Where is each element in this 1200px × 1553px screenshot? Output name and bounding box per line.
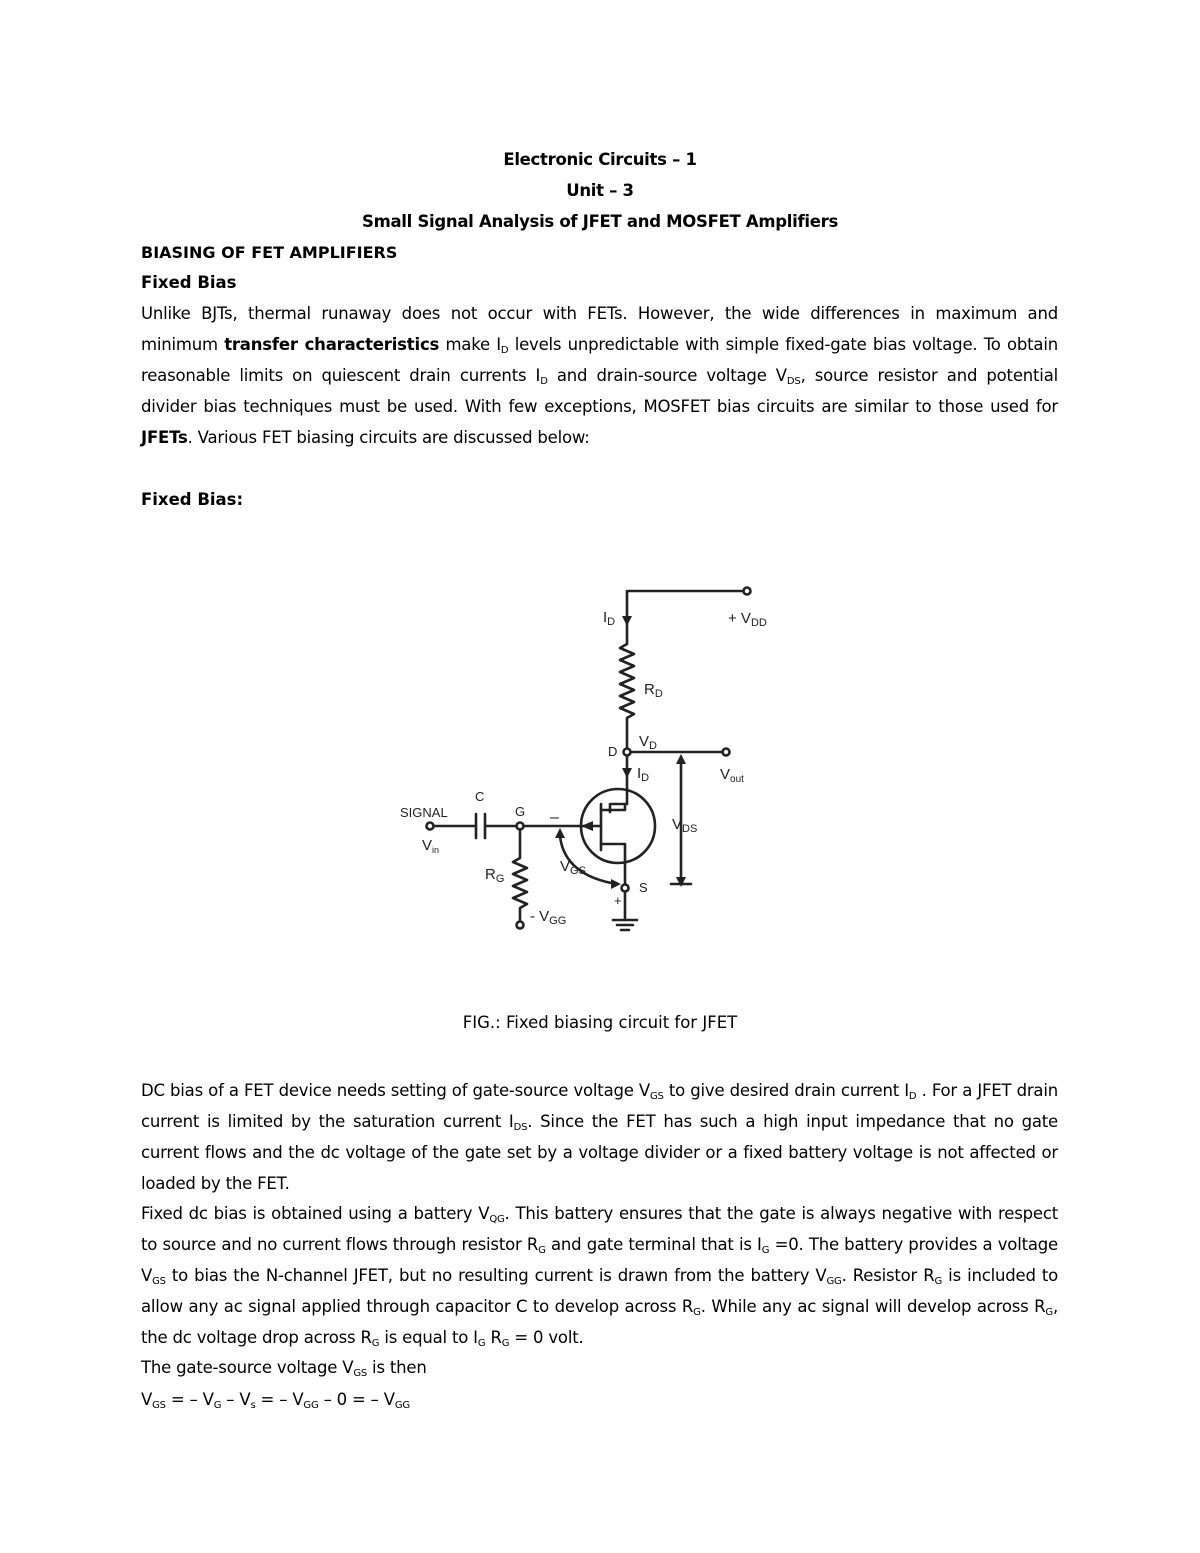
vd-label: $V_D$: [639, 733, 657, 752]
vgs-equation: $V_{GS}$ = – $V_G - V_s$ = – $V_{GG} - 0$ = – $V_{GG}$: [141, 1390, 410, 1411]
chapter-title: Small Signal Analysis of JFET and MOSFET Amplifiers: [361, 212, 839, 231]
vds-arrowhead-bottom: [676, 877, 686, 887]
vdd-label: + $V_{DD}$: [728, 610, 767, 629]
id-mid-arrowhead: [622, 768, 632, 778]
vds-label: $V_{DS}$: [672, 816, 698, 835]
id-top-arrowhead: [622, 616, 632, 626]
jfet-drain-stub: [601, 806, 625, 810]
vgg-terminal: [517, 922, 524, 929]
vgg-label: - $V_{GG}$: [530, 908, 567, 927]
rd-label: $R_D$: [644, 681, 663, 700]
fixed-bias-label: Fixed Bias:: [141, 490, 244, 509]
ground-icon: [613, 920, 637, 930]
rg-label: $R_G$: [485, 866, 505, 885]
gate-arrowhead: [581, 821, 593, 831]
gate-node: [517, 823, 524, 830]
d-label: D: [608, 744, 618, 759]
signal-label: SIGNAL: [400, 805, 448, 820]
drain-resistor-rd: [620, 622, 634, 747]
course-title: Electronic Circuits – 1: [503, 150, 697, 169]
g-label: G: [515, 804, 526, 819]
fixed-dc-bias-paragraph: Fixed dc bias is obtained using a battery $V_{QG}$. This battery ensures that the gate is always negative with respect to source and no current flows through resistor $R_G$ and gate terminal that is $I_G =0$. The battery provides a voltage $V_{GS}$ to bias the N-channel JFET, but no resulting current is drawn from the battery $V_{GG}$. Resistor $R_G$ is included to allow any ac signal applied through capacitor C to develop across $R_G$. While any ac signal will develop across $R_G$, the dc voltage drop across $R_G$ is equal to $I_G$ $R_G = 0$ volt.: [141, 1204, 1059, 1349]
gate-source-voltage-line: The gate-source voltage $V_{GS}$ is then: [141, 1358, 427, 1379]
vout-terminal: [723, 749, 730, 756]
vdd-terminal: [744, 588, 751, 595]
unit-title: Unit – 3: [566, 181, 634, 200]
vds-arrowhead-top: [676, 754, 686, 764]
vgs-arrowhead-up: [555, 828, 565, 838]
signal-terminal: [427, 823, 434, 830]
id-top-label: $I_D$: [603, 609, 616, 628]
s-label: S: [639, 880, 648, 895]
vin-label: $V_{in}$: [422, 837, 440, 855]
vgs-label: $V_{GS}$: [560, 858, 586, 877]
section-heading: BIASING OF FET AMPLIFIERS: [141, 243, 398, 262]
c-label: C: [475, 789, 485, 804]
subsection-heading: Fixed Bias: [141, 273, 237, 292]
figure-caption: FIG.: Fixed biasing circuit for JFET: [462, 1013, 738, 1032]
jfet-fixed-bias-circuit-figure: [385, 574, 815, 949]
vgs-arrowhead-right: [611, 879, 621, 889]
source-node: [622, 885, 629, 892]
intro-paragraph: Unlike BJTs, thermal runaway does not occur with FETs. However, the wide differences in maximum and minimum transfer characteristics make $I_D$ levels unpredictable with simple fixed-gate bias voltage. To obtain reasonable limits on quiescent drain currents $I_D$ and drain-source voltage $V_{DS}$, source resistor and potential divider bias techniques must be used. With few exceptions, MOSFET bias circuits are similar to those used for JFETs. Various FET biasing circuits are discussed below:: [141, 304, 1058, 447]
minus-label: –: [550, 809, 559, 826]
vout-label: $V_{out}$: [720, 766, 744, 785]
gate-resistor-rg: [513, 830, 527, 921]
drain-lead: [610, 756, 627, 812]
dc-bias-paragraph: DC bias of a FET device needs setting of gate-source voltage $V_{GS}$ to give desired drain current $I_D$ . For a JFET drain current is limited by the saturation current $I_{DS}$. Since the FET has such a high input impedance that no gate current flows and the dc voltage of the gate set by a voltage divider or a fixed battery voltage is not affected or loaded by the FET.: [141, 1081, 1058, 1193]
id-mid-label: $I_D$: [637, 765, 650, 784]
plus-label: +: [614, 893, 622, 908]
drain-node: [624, 749, 631, 756]
